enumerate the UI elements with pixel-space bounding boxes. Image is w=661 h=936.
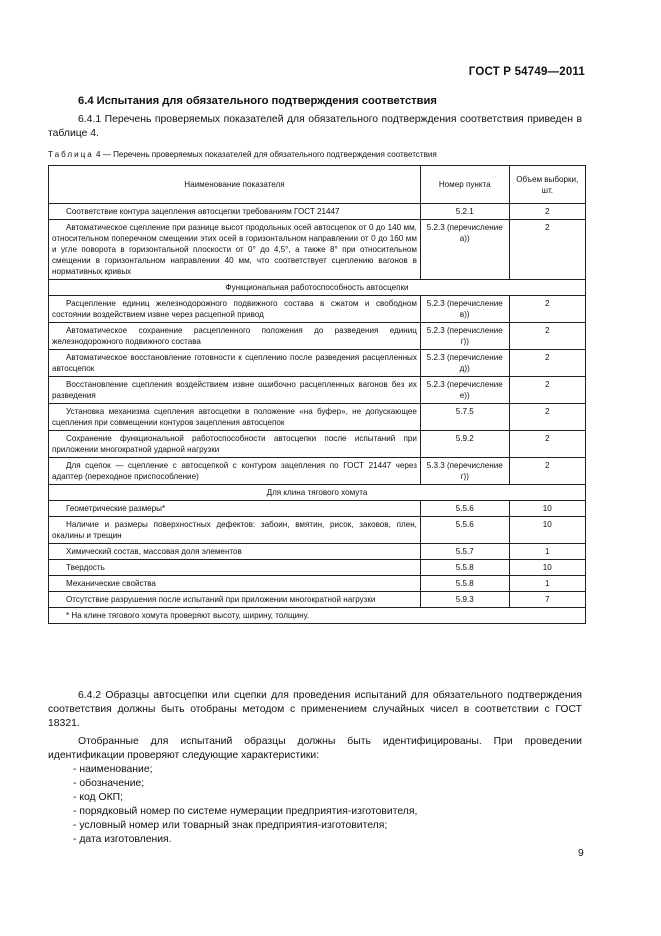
table-section-row — [49, 280, 586, 296]
row-volume: 2 — [509, 431, 585, 458]
standard-header: ГОСТ Р 54749—2011 — [468, 66, 585, 78]
row-volume: 2 — [509, 220, 585, 280]
table-header-row — [49, 166, 586, 204]
row-number: 5.2.3 (перечисление в)) — [420, 296, 509, 323]
row-name: Автоматическое сохранение расцепленного положения до разведения единиц железнодорожного подвижного состава — [49, 323, 421, 350]
row-volume: 2 — [509, 204, 585, 220]
row-number: 5.2.3 (перечисление е)) — [420, 377, 509, 404]
list-item: - наименование; — [73, 764, 153, 775]
table-row — [49, 220, 586, 280]
row-name: Наличие и размеры поверхностных дефектов: забоин, вмятин, рисок, заковов, плен, окалины и трещин — [49, 517, 421, 544]
table-row — [49, 296, 586, 323]
row-name: Расцепление единиц железнодорожного подвижного состава в сжатом и свободном состоянии воздействием извне через расцепной привод — [49, 296, 421, 323]
indicators-table — [48, 165, 586, 624]
row-volume: 10 — [509, 517, 585, 544]
paragraph-identification: Отобранные для испытаний образцы должны быть идентифицированы. При проведении идентификации проверяют следующие характеристики: — [48, 736, 582, 761]
row-number: 5.5.8 — [420, 576, 509, 592]
page-number: 9 — [578, 848, 584, 859]
row-name: Автоматическое сцепление при разнице высот продольных осей автосцепок от 0 до 140 мм, относительном поперечном смещении этих осей в горизонтальном направлении от 0 до 160 мм и угле поворота в горизонтальной плоскости от 0° до 4,5°, а также 8° при относительном смещении в горизонтальном направлении 40 мм, что соответствует сцеплению вагонов в нормативных кривых — [49, 220, 421, 280]
paragraph-6-4-1: 6.4.1 Перечень проверяемых показателей для обязательного подтверждения соответствия приведен в таблице 4. — [48, 114, 582, 139]
row-volume: 10 — [509, 501, 585, 517]
row-number: 5.9.3 — [420, 592, 509, 608]
header-number: Номер пункта — [420, 166, 509, 204]
row-volume: 10 — [509, 560, 585, 576]
row-number: 5.2.1 — [420, 204, 509, 220]
row-volume: 7 — [509, 592, 585, 608]
row-volume: 2 — [509, 404, 585, 431]
characteristics-list — [73, 763, 417, 847]
row-name: Отсутствие разрушения после испытаний при приложении многократной нагрузки — [49, 592, 421, 608]
table-row — [49, 592, 586, 608]
list-item: - порядковый номер по системе нумерации предприятия-изготовителя, — [73, 806, 418, 817]
row-name: Твердость — [49, 560, 421, 576]
table-row — [49, 204, 586, 220]
row-volume: 1 — [509, 576, 585, 592]
table-row — [49, 431, 586, 458]
section-heading: 6.4 Испытания для обязательного подтверждения соответствия — [78, 95, 437, 107]
list-item: - условный номер или товарный знак предприятия-изготовителя; — [73, 820, 388, 831]
row-volume: 2 — [509, 296, 585, 323]
row-volume: 2 — [509, 323, 585, 350]
row-number: 5.9.2 — [420, 431, 509, 458]
row-name: Автоматическое восстановление готовности к сцеплению после разведения расцепленных автосцепок — [49, 350, 421, 377]
row-name: Установка механизма сцепления автосцепки в положение «на буфер», не допускающее сцепления при совмещении контуров зацепления автосцепок — [49, 404, 421, 431]
table-caption-word: Таблица — [48, 150, 94, 159]
table-row — [49, 576, 586, 592]
table-row — [49, 544, 586, 560]
list-item: - обозначение; — [73, 778, 145, 789]
section-title: Для клина тягового хомута — [49, 485, 586, 501]
list-item: - код ОКП; — [73, 792, 123, 803]
row-name: Восстановление сцепления воздействием извне ошибочно расцепленных вагонов без их разведения — [49, 377, 421, 404]
table-row — [49, 404, 586, 431]
header-volume: Объем выборки, шт. — [509, 166, 585, 204]
table-footnote-row — [49, 608, 586, 624]
table-row — [49, 458, 586, 485]
table-row — [49, 323, 586, 350]
table-row — [49, 501, 586, 517]
row-name: Химический состав, массовая доля элементов — [49, 544, 421, 560]
row-number: 5.5.6 — [420, 517, 509, 544]
row-name: Сохранение функциональной работоспособности автосцепки после испытаний при приложении многократной ударной нагрузки — [49, 431, 421, 458]
table-row — [49, 560, 586, 576]
row-name: Механические свойства — [49, 576, 421, 592]
table-section-row — [49, 485, 586, 501]
row-number: 5.5.8 — [420, 560, 509, 576]
paragraph-6-4-2: 6.4.2 Образцы автосцепки или сцепки для проведения испытаний для обязательного подтверждения соответствия должны быть отобраны методом с применением случайных чисел в соответствии с ГОСТ 18321. — [48, 690, 582, 729]
table-row — [49, 350, 586, 377]
table-row — [49, 517, 586, 544]
header-name: Наименование показателя — [49, 166, 421, 204]
table-footnote: * На клине тягового хомута проверяют высоту, ширину, толщину. — [49, 608, 586, 624]
table-caption — [48, 150, 608, 159]
section-title: Функциональная работоспособность автосцепки — [49, 280, 586, 296]
row-number: 5.2.3 (перечисление г)) — [420, 323, 509, 350]
table-row — [49, 377, 586, 404]
row-name: Соответствие контура зацепления автосцепки требованиям ГОСТ 21447 — [49, 204, 421, 220]
row-volume: 1 — [509, 544, 585, 560]
row-name: Геометрические размеры* — [49, 501, 421, 517]
row-number: 5.5.6 — [420, 501, 509, 517]
table-caption-text: 4 — Перечень проверяемых показателей для обязательного подтверждения соответствия — [95, 150, 437, 159]
row-volume: 2 — [509, 458, 585, 485]
row-volume: 2 — [509, 350, 585, 377]
row-name: Для сцепок — сцепление с автосцепкой с контуром зацепления по ГОСТ 21447 через адаптер (переходное приспособление) — [49, 458, 421, 485]
row-number: 5.3.3 (перечисление г)) — [420, 458, 509, 485]
row-number: 5.2.3 (перечисление д)) — [420, 350, 509, 377]
row-volume: 2 — [509, 377, 585, 404]
list-item: - дата изготовления. — [73, 834, 172, 845]
row-number: 5.2.3 (перечисление а)) — [420, 220, 509, 280]
row-number: 5.7.5 — [420, 404, 509, 431]
row-number: 5.5.7 — [420, 544, 509, 560]
